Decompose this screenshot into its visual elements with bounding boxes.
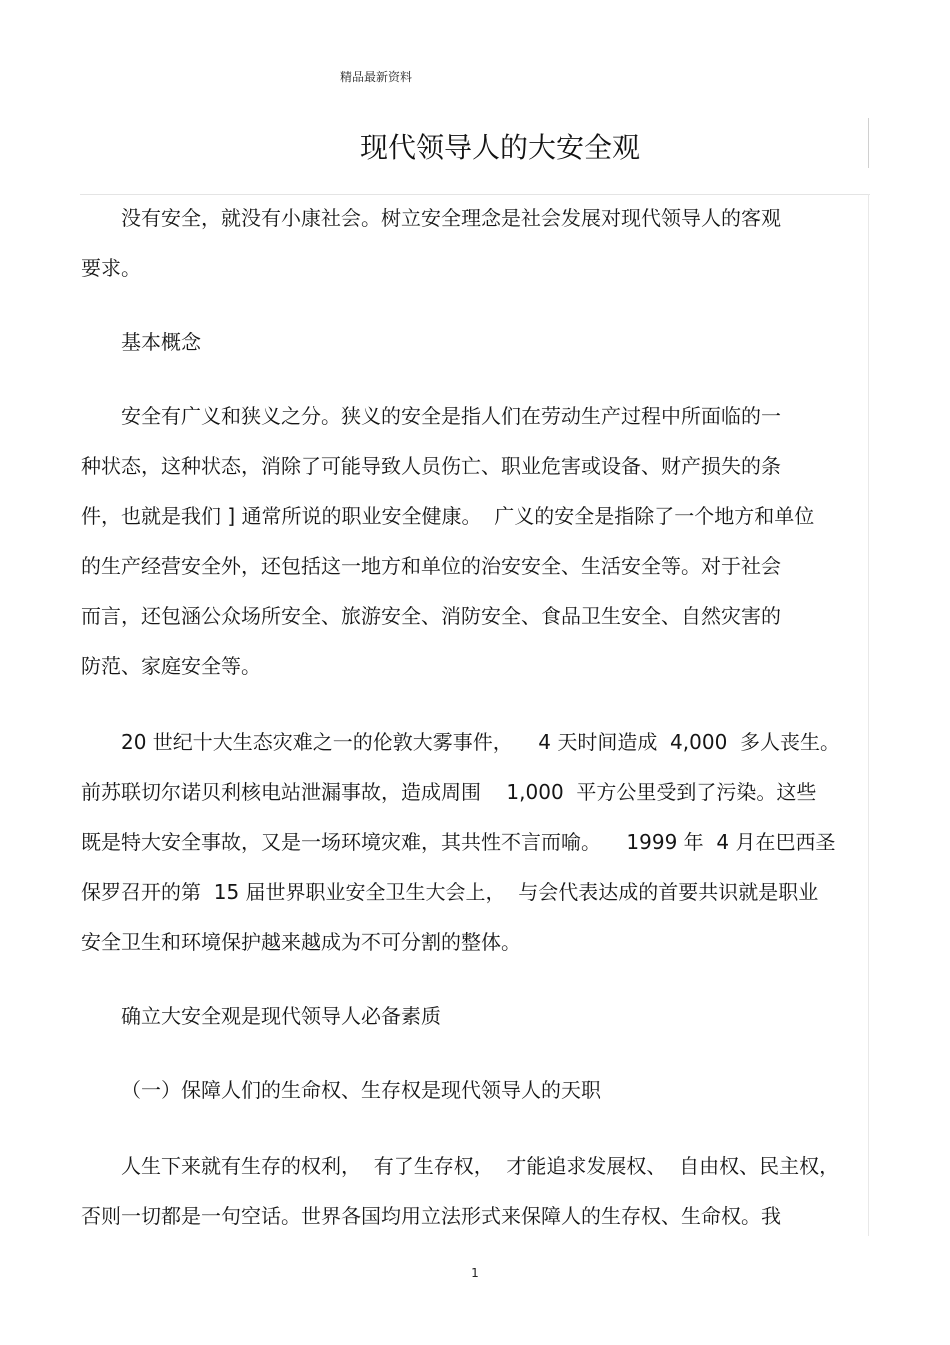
paragraph-definition-line-5: 而言，还包涵公众场所安全、旅游安全、消防安全、食品卫生安全、自然灾害的	[81, 604, 781, 628]
paragraph-definition-line-3: 件，也就是我们 ] 通常所说的职业安全健康。 广义的安全是指除了一个地方和单位	[81, 504, 815, 528]
paragraph-disasters-line-1: 20 世纪十大生态灾难之一的伦敦大雾事件， 4 天时间造成 4,000 多人丧生。	[121, 730, 841, 754]
page-number: 1	[471, 1266, 479, 1280]
paragraph-intro-line-2: 要求。	[81, 256, 141, 280]
subsection-heading-1: （一）保障人们的生命权、生存权是现代领导人的天职	[121, 1078, 601, 1102]
paragraph-definition-line-4: 的生产经营安全外，还包括这一地方和单位的治安安全、生活安全等。对于社会	[81, 554, 781, 578]
header-note: 精品最新资料	[340, 70, 413, 84]
paragraph-disasters-line-5: 安全卫生和环境保护越来越成为不可分割的整体。	[81, 930, 521, 954]
paragraph-disasters-line-4: 保罗召开的第 15 届世界职业安全卫生大会上， 与会代表达成的首要共识就是职业	[81, 880, 819, 904]
paragraph-definition-line-1: 安全有广义和狭义之分。狭义的安全是指人们在劳动生产过程中所面临的一	[121, 404, 781, 428]
section-heading-safety-view: 确立大安全观是现代领导人必备素质	[121, 1004, 441, 1028]
section-heading-basic-concept: 基本概念	[121, 330, 201, 354]
paragraph-rights-line-2: 否则一切都是一句空话。世界各国均用立法形式来保障人的生存权、生命权。我	[81, 1204, 781, 1228]
paragraph-disasters-line-3: 既是特大安全事故，又是一场环境灾难，其共性不言而喻。 1999 年 4 月在巴西圣	[81, 830, 836, 854]
right-margin-line	[868, 194, 869, 1236]
paragraph-intro-line-1: 没有安全，就没有小康社会。树立安全理念是社会发展对现代领导人的客观	[121, 206, 781, 230]
paragraph-rights-line-1: 人生下来就有生存的权利， 有了生存权， 才能追求发展权、 自由权、民主权，	[121, 1154, 840, 1178]
page-title: 现代领导人的大安全观	[359, 131, 640, 164]
paragraph-definition-line-2: 种状态，这种状态，消除了可能导致人员伤亡、职业危害或设备、财产损失的条	[81, 454, 781, 478]
top-divider	[80, 194, 870, 195]
paragraph-definition-line-6: 防范、家庭安全等。	[81, 654, 261, 678]
paragraph-disasters-line-2: 前苏联切尔诺贝利核电站泄漏事故，造成周围 1,000 平方公里受到了污染。这些	[81, 780, 817, 804]
